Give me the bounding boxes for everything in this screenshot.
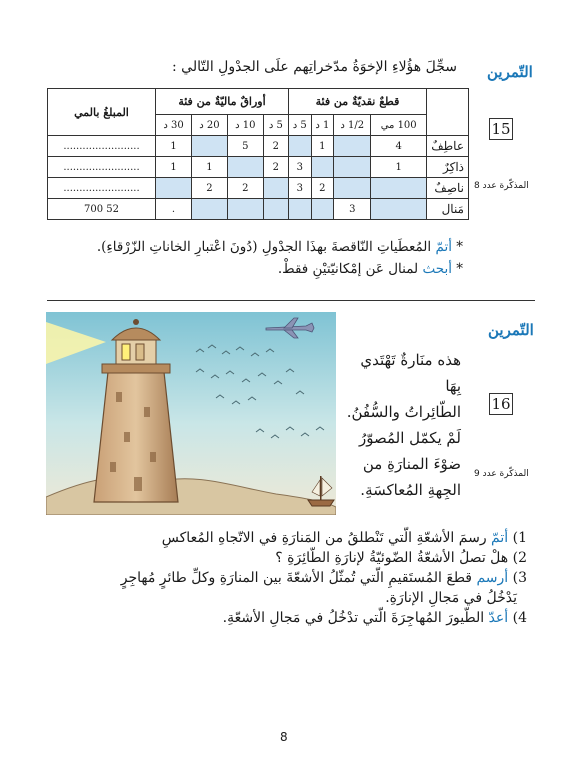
total-cell: ........................ bbox=[48, 157, 156, 178]
table-cell: 2 bbox=[227, 178, 263, 199]
table-cell bbox=[192, 199, 228, 220]
note-col-header: 20 د bbox=[192, 115, 228, 136]
table-cell: 5 bbox=[227, 136, 263, 157]
lighthouse-illustration bbox=[46, 312, 336, 515]
question-keyword: أتمّ bbox=[491, 530, 509, 546]
question-number: 2) bbox=[512, 550, 527, 566]
question-line bbox=[121, 588, 527, 608]
table-cell bbox=[371, 178, 427, 199]
coin-col-header: 1/2 د bbox=[334, 115, 371, 136]
table-cell: 1 bbox=[371, 157, 427, 178]
exercise-15-intro: سجِّلَ هؤُلاءِ الإخوَةُ مدّخراتِهم علَى الجدْولِ التّالي : bbox=[171, 59, 457, 75]
coins-group-header: قطعٌ نقديّةٌ من فئة bbox=[288, 89, 426, 115]
instruction-line: * أبحث لمنال عَن إمْكانيّتيْنِ فقطْ. bbox=[277, 261, 463, 277]
table-cell bbox=[334, 157, 371, 178]
coin-col-header: 1 د bbox=[311, 115, 334, 136]
note-col-header: 5 د bbox=[263, 115, 288, 136]
exercise-16-story bbox=[341, 347, 461, 503]
question-number: 4) bbox=[512, 610, 527, 626]
table-cell: 1 bbox=[156, 157, 192, 178]
table-row bbox=[48, 178, 469, 199]
exercise-16-note: المذكّرة عدد 9 bbox=[474, 469, 529, 479]
table-cell bbox=[334, 136, 371, 157]
table-row bbox=[48, 199, 469, 220]
row-name: ناصِفٌ bbox=[427, 178, 469, 199]
question-keyword: أعدّ bbox=[488, 610, 509, 626]
lighthouse-drawing bbox=[46, 312, 336, 515]
note-col-header: 30 د bbox=[156, 115, 192, 136]
exercise-15-instructions bbox=[97, 236, 463, 280]
question-keyword: أرسم bbox=[476, 570, 509, 586]
total-cell: 52 700 bbox=[48, 199, 156, 220]
exercise-15-number: 15 bbox=[489, 118, 513, 140]
question-line bbox=[121, 548, 527, 568]
row-name: مَنال bbox=[427, 199, 469, 220]
question-line bbox=[121, 608, 527, 628]
table-cell bbox=[288, 199, 311, 220]
table-cell bbox=[288, 136, 311, 157]
total-cell: ........................ bbox=[48, 178, 156, 199]
instruction-keyword: أتمّ bbox=[435, 239, 452, 255]
question-text: هلْ تصلُ الأشعّةُ الضّوئيّةُ لإنارَةِ الطّائِرَةِ ؟ bbox=[275, 550, 509, 566]
table-cell bbox=[371, 199, 427, 220]
savings-table bbox=[47, 88, 469, 220]
table-cell: 2 bbox=[311, 178, 334, 199]
instruction-keyword: أبحث bbox=[422, 261, 452, 277]
note-col-header: 10 د bbox=[227, 115, 263, 136]
question-text: رسمَ الأشعّةِ الّتي تَنْطلقُ من المَنارَةِ في الاتّجاهِ المُعاكسِ bbox=[161, 530, 487, 546]
table-cell: 3 bbox=[288, 157, 311, 178]
table-row bbox=[48, 157, 469, 178]
instruction-text: المُعطَياتِ النّاقصةَ بهذَا الجدْولِ (دُونَ اعْتبارِ الخاناتِ الزّرْقاءِ). bbox=[96, 239, 432, 255]
exercise-15-note: المذكّرة عدد 8 bbox=[474, 181, 529, 191]
row-name: عاطِفٌ bbox=[427, 136, 469, 157]
section-divider bbox=[47, 300, 535, 301]
table-cell: 2 bbox=[263, 157, 288, 178]
table-cell: 1 bbox=[156, 136, 192, 157]
exercise-15-heading: التّمرين bbox=[487, 63, 533, 81]
exercise-16-number: 16 bbox=[489, 393, 513, 415]
table-cell: 3 bbox=[288, 178, 311, 199]
table-cell bbox=[334, 178, 371, 199]
coin-col-header: 100 مي bbox=[371, 115, 427, 136]
table-cell bbox=[227, 199, 263, 220]
table-cell: 1 bbox=[192, 157, 228, 178]
question-text: يَدْخُلُ في مَجالِ الإنارَةِ. bbox=[385, 590, 517, 606]
story-line: الجِهةِ المُعاكسَةِ. bbox=[360, 481, 461, 499]
table-cell bbox=[311, 157, 334, 178]
table-cell bbox=[192, 136, 228, 157]
story-line: هذه منَارةٌ تَهْتَدي بِهَا bbox=[360, 351, 461, 395]
table-cell: 4 bbox=[371, 136, 427, 157]
question-number: 3) bbox=[512, 570, 527, 586]
question-line bbox=[121, 568, 527, 588]
notes-group-header: أوراقٌ ماليّةٌ من فئة bbox=[156, 89, 289, 115]
exercise-16-heading: التّمرين bbox=[488, 321, 534, 339]
table-cell: 3 bbox=[334, 199, 371, 220]
table-cell bbox=[156, 178, 192, 199]
table-cell bbox=[227, 157, 263, 178]
coin-col-header: 5 د bbox=[288, 115, 311, 136]
name-column-header bbox=[427, 89, 469, 136]
instruction-text: لمنال عَن إمْكانيّتيْنِ فقطْ. bbox=[277, 261, 419, 277]
total-cell: ........................ bbox=[48, 136, 156, 157]
story-line: الطّائِراتُ والسُّفُنُ. bbox=[346, 403, 461, 421]
table-cell bbox=[311, 199, 334, 220]
question-text: قطعَ المُستَقيمِ الّتي تُمثّلُ الأشعّةَ بين المنارَةِ وكلِّ طائرٍ مُهاجِرٍ bbox=[120, 570, 472, 586]
table-cell: 2 bbox=[192, 178, 228, 199]
table-cell: 2 bbox=[263, 136, 288, 157]
table-row bbox=[48, 136, 469, 157]
question-line bbox=[121, 528, 527, 548]
story-line: ضوْءَ المنارَةِ من bbox=[362, 455, 461, 473]
total-column-header: المبلغُ بالمي bbox=[48, 89, 156, 136]
table-cell: . bbox=[156, 199, 192, 220]
instruction-line: * أتمّ المُعطَياتِ النّاقصةَ بهذَا الجدْولِ (دُونَ اعْتبارِ الخاناتِ الزّرْقاءِ). bbox=[96, 239, 463, 255]
exercise-16-questions bbox=[121, 528, 527, 628]
table-cell bbox=[263, 199, 288, 220]
question-number: 1) bbox=[512, 530, 527, 546]
story-line: لَمْ يكمّل المُصوّرُ bbox=[359, 429, 461, 447]
question-text: الطّيورَ المُهاجِرَةَ الّتي تدْخُلُ في مَجالِ الأشعّةِ. bbox=[222, 610, 485, 626]
table-cell bbox=[263, 178, 288, 199]
page-number: 8 bbox=[280, 730, 288, 744]
table-cell: 1 bbox=[311, 136, 334, 157]
row-name: ذاكِرٌ bbox=[427, 157, 469, 178]
